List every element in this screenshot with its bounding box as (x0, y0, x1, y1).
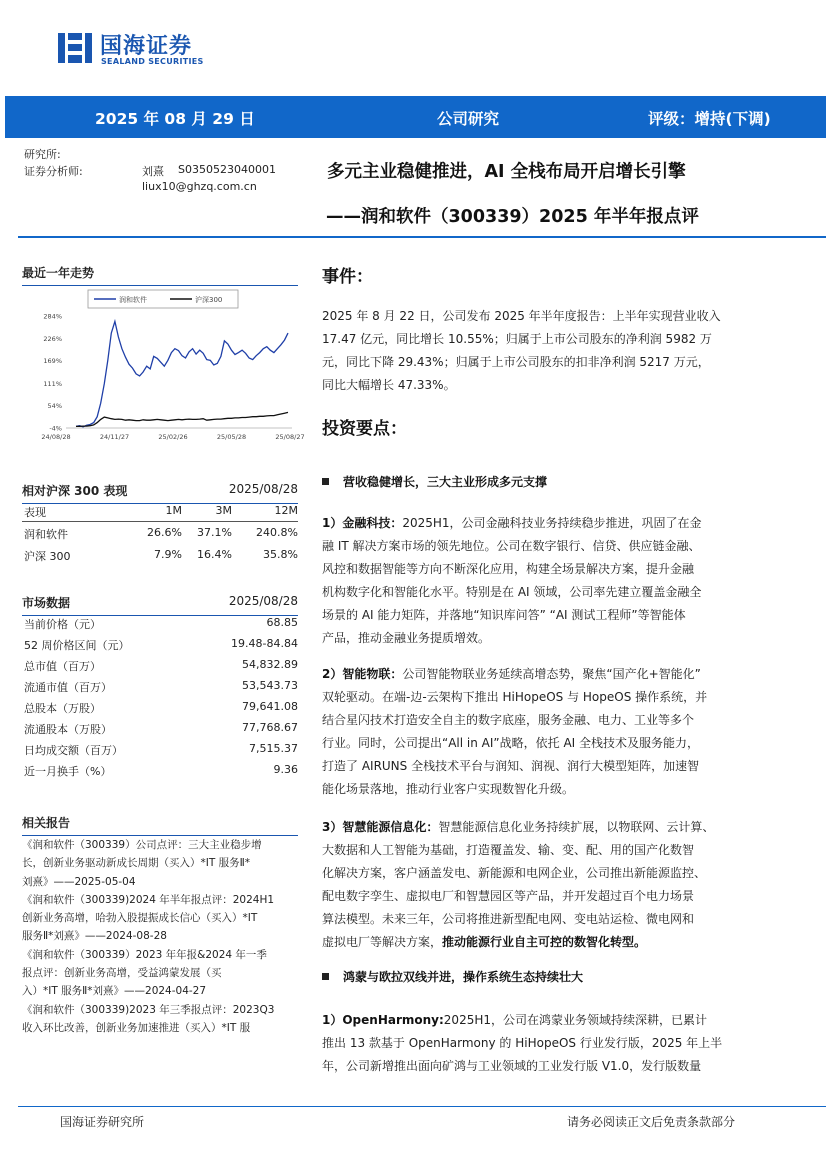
analyst-name: 刘熹 (142, 165, 164, 178)
footer-divider (18, 1106, 826, 1107)
y-tick-label: 226% (43, 335, 62, 344)
paragraph-lead: 3）智慧能源信息化： (322, 820, 439, 834)
legend-entry: 润和软件 (119, 296, 147, 304)
market-value: 53,543.73 (242, 679, 298, 692)
table-row (22, 742, 298, 760)
chart-axes (41, 313, 304, 442)
paragraph-text: 2025H1，公司金融科技业务持续稳步推进，巩固了在金 (402, 516, 702, 530)
bullet-heading-2-text: 鸿蒙与欧拉双线并进，操作系统生态持续壮大 (343, 970, 584, 984)
invest-heading: 投资要点： (322, 419, 407, 439)
market-header (22, 594, 298, 616)
related-report-line[interactable]: 《润和软件（300339)2024 年半年报点评：2024H1 (22, 893, 275, 906)
paragraph-lead: 2）智能物联： (322, 667, 403, 681)
paragraph-text: 2025H1，公司在鸿蒙业务领域持续深耕，已累计 (443, 1013, 707, 1027)
perf-row-name: 润和软件 (24, 528, 68, 541)
market-value: 7,515.37 (249, 742, 298, 755)
bullet-square-icon (322, 478, 329, 485)
y-tick-label: 111% (43, 379, 62, 388)
relative-perf-title: 相对沪深 300 表现 (22, 484, 128, 498)
market-value: 79,641.08 (242, 700, 298, 713)
analyst-role-label: 证券分析师: (24, 165, 83, 178)
series-line (76, 321, 288, 426)
paragraph-line: 产品，推动金融业务提质增效。 (322, 631, 491, 645)
related-report-line[interactable]: 《润和软件（300339)2023 年三季报点评：2023Q3 (22, 1003, 275, 1016)
sealand-logo-icon (56, 29, 94, 67)
report-rating: 评级：增持(下调) (648, 110, 771, 128)
bullet-heading-1-text: 营收稳健增长，三大主业形成多元支撑 (343, 475, 548, 489)
event-line: 2025 年 8 月 22 日，公司发布 2025 年半年度报告：上半年实现营业收入 (322, 309, 721, 323)
energy-paragraph (322, 816, 782, 954)
table-row (22, 721, 298, 739)
event-line: 元，同比下降 29.43%；归属于上市公司股东的扣非净利润 5217 万元， (322, 355, 710, 369)
table-row (22, 679, 298, 697)
header-divider (18, 236, 826, 238)
perf-divider (22, 521, 298, 522)
related-report-line[interactable]: 收入环比改善，创新业务加速推进（买入）*IT 服 (22, 1021, 251, 1034)
market-value: 54,832.89 (242, 658, 298, 671)
analyst-email[interactable]: liux10@ghzq.com.cn (142, 180, 257, 193)
paragraph-line (322, 816, 782, 839)
table-row (22, 637, 298, 655)
perf-row-3m: 16.4% (197, 548, 232, 561)
paragraph-text: 智慧能源信息化业务持续扩展，以物联网、云计算、 (438, 820, 715, 834)
report-banner (5, 96, 826, 138)
relative-perf-header (22, 482, 298, 504)
openharmony-paragraph (322, 1009, 782, 1078)
paragraph-line (322, 512, 782, 535)
report-subtitle: ——润和软件（300339）2025 年半年报点评 (326, 207, 699, 227)
x-tick-label: 25/02/26 (158, 433, 188, 441)
footer-institute: 国海证券研究所 (60, 1115, 145, 1129)
event-line: 17.47 亿元，同比增长 10.55%；归属于上市公司股东的净利润 5982 万 (322, 332, 712, 346)
market-label: 当前价格（元） (24, 618, 101, 631)
perf-col-12m: 12M (274, 504, 298, 517)
paragraph-line (322, 663, 782, 686)
paragraph-line: 风控和数据智能等方向不断深化应用，构建全场景解决方案，提升金融 (322, 562, 695, 576)
market-label: 总股本（万股） (24, 702, 101, 715)
paragraph-line: 双轮驱动。在端-边-云架构下推出 HiHopeOS 与 HopeOS 操作系统，并 (322, 690, 708, 704)
paragraph-line: 场景的 AI 能力矩阵，并落地“知识库问答” “AI 测试工程师”等智能体 (322, 608, 686, 622)
perf-col-label: 表现 (24, 506, 46, 519)
x-tick-label: 25/08/27 (275, 433, 305, 441)
paragraph-line: 年，公司新增推出面向矿鸿与工业领域的工业发行版 V1.0，发行版数量 (322, 1059, 702, 1073)
trend-section-title: 最近一年走势 (22, 264, 298, 286)
bullet-heading-2 (322, 968, 583, 985)
paragraph-line: 打造了 AIRUNS 全栈技术平台与润知、润视、润行大模型矩阵，加速智 (322, 759, 700, 773)
report-date: 2025 年 08 月 29 日 (95, 110, 255, 128)
relative-perf-head-row (22, 504, 298, 522)
table-row (22, 763, 298, 781)
table-row (22, 548, 298, 566)
y-tick-label: 169% (43, 357, 62, 366)
market-label: 流通市值（百万） (24, 681, 112, 694)
market-label: 总市值（百万） (24, 660, 101, 673)
paragraph-line: 算法模型。未来三年，公司将推进新型配电网、变电站运检、微电网和 (322, 912, 695, 926)
market-label: 近一月换手（%） (24, 765, 112, 778)
stock-trend-chart (22, 288, 305, 448)
related-report-line[interactable]: 刘熹》——2025-05-04 (22, 875, 136, 888)
stock-trend-svg (22, 288, 305, 448)
brand-name-en: SEALAND SECURITIES (101, 57, 204, 66)
perf-col-3m: 3M (215, 504, 232, 517)
perf-row-name: 沪深 300 (24, 550, 71, 563)
event-paragraph (322, 305, 782, 397)
paragraph-line: 结合星闪技术打造安全自主的数字底座，服务金融、电力、工业等多个 (322, 713, 695, 727)
market-label: 52 周价格区间（元） (24, 639, 130, 652)
analyst-license: S0350523040001 (178, 163, 276, 176)
related-title: 相关报告 (22, 814, 298, 836)
perf-col-1m: 1M (165, 504, 182, 517)
legend-entry: 沪深300 (195, 296, 223, 304)
table-row (22, 616, 298, 634)
paragraph-emphasis: 推动能源行业自主可控的数智化转型。 (442, 935, 647, 949)
related-report-line[interactable]: 长，创新业务驱动新成长周期（买入）*IT 服务Ⅱ* (22, 857, 251, 870)
related-report-line[interactable]: 《润和软件（300339）公司点评：三大主业稳步增 (22, 839, 262, 851)
chart-legend (88, 290, 238, 308)
event-line: 同比大幅增长 47.33%。 (322, 378, 456, 392)
paragraph-line: 化解决方案，客户涵盖发电、新能源和电网企业，公司推出新能源监控、 (322, 866, 707, 880)
paragraph-line: 机构数字化和智能化水平。特别是在 AI 领域，公司率先建立覆盖金融全 (322, 585, 702, 599)
paragraph-line: 融 IT 解决方案市场的领先地位。公司在数字银行、信贷、供应链金融、 (322, 539, 701, 553)
table-row (22, 700, 298, 718)
market-value: 9.36 (273, 763, 298, 776)
paragraph-text: 虚拟电厂等解决方案， (322, 935, 443, 949)
related-report-line[interactable]: 创新业务高增，哈勃入股提振成长信心（买入）*IT (22, 912, 258, 925)
paragraph-line: 配电数字孪生、虚拟电厂和智慧园区等产品，并开发超过百个电力场景 (322, 889, 695, 903)
bullet-square-icon (322, 973, 329, 980)
market-title: 市场数据 (22, 596, 71, 610)
y-tick-label: 54% (47, 401, 62, 410)
market-label: 日均成交额（百万） (24, 744, 123, 757)
market-date: 2025/08/28 (228, 594, 298, 608)
table-row (22, 658, 298, 676)
chart-series (76, 321, 288, 426)
perf-row-12m: 240.8% (256, 526, 298, 539)
relative-perf-date: 2025/08/28 (228, 482, 298, 496)
paragraph-line: 能化场景落地，推动行业客户实现数智化升级。 (322, 782, 575, 796)
related-report-list (22, 836, 298, 1037)
market-label: 流通股本（万股） (24, 723, 112, 736)
brand-name-cn: 国海证券 (100, 34, 193, 59)
market-value: 68.85 (266, 616, 298, 629)
perf-row-1m: 26.6% (147, 526, 182, 539)
perf-row-3m: 37.1% (197, 526, 232, 539)
report-category: 公司研究 (437, 110, 500, 128)
paragraph-line: 行业。同时，公司提出“All in AI”战略，依托 AI 全栈技术及服务能力， (322, 736, 700, 750)
y-tick-label: 284% (43, 312, 62, 321)
finance-tech-paragraph (322, 512, 782, 650)
paragraph-line: 推出 13 款基于 OpenHarmony 的 HiHopeOS 行业发行版，2025 年上半 (322, 1036, 723, 1050)
paragraph-line (322, 931, 782, 954)
perf-row-12m: 35.8% (263, 548, 298, 561)
related-report-line[interactable]: 报点评：创新业务高增，受益鸿蒙发展（买 (22, 967, 222, 980)
y-tick-label: -4% (49, 424, 62, 433)
related-report-line[interactable]: 服务Ⅱ*刘熹》——2024-08-28 (22, 930, 167, 943)
report-title: 多元主业稳健推进，AI 全栈布局开启增长引擎 (327, 162, 686, 182)
paragraph-line: 大数据和人工智能为基础，打造覆盖发、输、变、配、用的国产化数智 (322, 843, 695, 857)
x-tick-label: 25/05/28 (216, 433, 247, 441)
paragraph-line (322, 1009, 782, 1032)
related-report-line[interactable]: 入）*IT 服务Ⅱ*刘熹》——2024-04-27 (22, 985, 207, 998)
market-value: 19.48-84.84 (231, 637, 298, 650)
table-row (22, 526, 298, 544)
related-report-line[interactable]: 《润和软件（300339）2023 年年报&2024 年一季 (22, 948, 267, 961)
paragraph-text: 公司智能物联业务延续高增态势，聚焦“国产化+智能化” (402, 667, 701, 681)
paragraph-lead: 1）金融科技： (322, 516, 403, 530)
paragraph-lead: 1）OpenHarmony: (322, 1013, 444, 1027)
sealand-logo (56, 27, 216, 73)
bullet-heading-1 (322, 473, 547, 490)
iot-paragraph (322, 663, 782, 801)
event-heading: 事件： (322, 267, 373, 287)
perf-row-1m: 7.9% (154, 548, 182, 561)
series-line (76, 412, 288, 426)
x-tick-label: 24/11/27 (99, 433, 130, 441)
footer-disclaimer: 请务必阅读正文后免责条款部分 (567, 1115, 736, 1129)
institute-label: 研究所: (24, 148, 61, 161)
market-value: 77,768.67 (242, 721, 298, 734)
x-tick-label: 24/08/28 (41, 433, 71, 441)
